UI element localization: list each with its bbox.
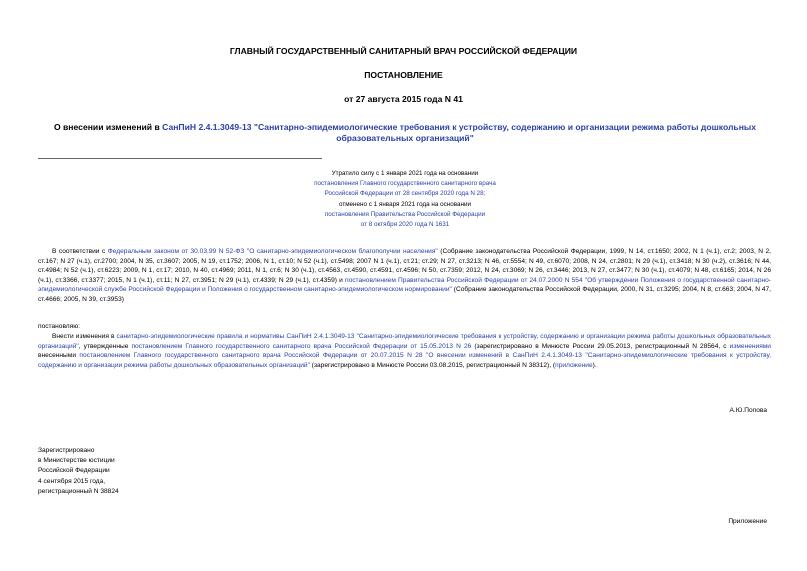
sanpin-rules-link[interactable]: санитарно-эпидемиологические правила и нормативы СанПиН 2.4.1.3049-13 "Санитарно-эпидемиологические требования к устройству, содержанию и организации режима работы дошкольных образовательных организаций"	[38, 333, 771, 350]
issuing-authority: ГЛАВНЫЙ ГОСУДАРСТВЕННЫЙ САНИТАРНЫЙ ВРАЧ РОССИЙСКОЙ ФЕДЕРАЦИИ	[229, 46, 578, 56]
expiry-note	[300, 169, 510, 230]
title-sanpin-link[interactable]: СанПиН 2.4.1.3049-13 "Санитарно-эпидемиологические требования к устройству, содержанию и организации режима работы дошкольных образовательных организаций"	[162, 122, 757, 143]
resolution-text-b: , утвержденные	[78, 342, 132, 350]
resolution-paragraph	[38, 332, 771, 370]
document-type: ПОСТАНОВЛЕНИЕ	[364, 70, 443, 80]
preamble-text-a: В соответствии с	[52, 248, 108, 255]
expiry-line-4: отменено с 1 января 2021 года на основании	[338, 200, 472, 208]
decree-2013-link[interactable]: постановлением Главного государственного санитарного врача Российской Федерации от 15.05.2013 N 26	[131, 342, 472, 350]
expiry-link-4[interactable]: от 8 октября 2020 года N 1631	[360, 221, 450, 229]
resolution-text-c: (зарегистрировано в Минюсте России 29.05.2013, регистрационный N 28564, с	[471, 342, 730, 350]
appendix-label: Приложение	[728, 518, 767, 525]
appendix-link[interactable]: приложение	[555, 361, 593, 369]
registration-line-2: в Министерстве юстиции	[38, 457, 115, 465]
registration-line-1: Зарегистрировано	[38, 447, 95, 454]
preamble-text-b: (Собрание законодательства Российской Федерации, 1999, N 14, ст.1650; 2002, N 1 (ч.1), ст.2; 2003, N 2, ст.167; N 27 (ч.1), ст.2700; 2004, N 35, ст.3607; 2005, N 19, ст.1752; 2006, N 1, ст.10; N 52 (ч.1), ст.5498; 2007 N 1 (ч.1), ст.21; ст.29; N 27, ст.3213; N 46, ст.5554; N 49, ст.6070; 2008, N 24, ст.2801; N 29 (ч.1), ст.3418; N 30 (ч.2), ст.3616; N 44, ст.4984; N 52 (ч.1), ст.6223; 2009, N 1, ст.17; 2010, N 40, ст.4969; 2011, N 1, ст.6; N 30 (ч.1), ст.4563, ст.4590, ст.4591, ст.4596; N 50, ст.7359; 2012, N 24, ст.3069; N 26, ст.3446; 2013, N 27, ст.3477; N 30 (ч.1), ст.4079; N 48, ст.6165; 2014, N 26 (ч.1), ст.3366, ст.3377; 2015, N 1 (ч.1), ст.11; N 27, ст.3951; N 29 (ч.1), ст.4339; N 29 (ч.1), ст.4359) и	[38, 248, 772, 284]
resolution-text-e: (зарегистрировано в Минюсте России 03.08.2015, регистрационный N 38312), (	[309, 361, 556, 369]
expiry-line-1: Утратило силу с 1 января 2021 года на основании	[331, 170, 479, 177]
expiry-link-3[interactable]: постановления Правительства Российской Федерации	[324, 210, 486, 218]
preamble-paragraph	[38, 247, 771, 305]
registration-line-4: 4 сентября 2015 года,	[38, 477, 106, 485]
postanovlyayu-label: постановляю:	[38, 323, 81, 330]
federal-law-link[interactable]: Федеральным законом от 30.03.99 N 52-ФЗ "О санитарно-эпидемиологическом благополучии населения"	[107, 248, 438, 255]
preamble-text-c: (Собрание законодательства Российской Федерации, 2000, N 31, ст.3295; 2004, N 8, ст.663; 2004, N 47, ст.4666; 2005, N 39, ст.3953)	[38, 286, 771, 303]
title-prefix: О внесении изменений в	[53, 122, 163, 132]
registration-line-3: Российской Федерации	[38, 467, 110, 475]
document-date-number: от 27 августа 2015 года N 41	[344, 94, 463, 104]
resolution-text-d: внесенными	[38, 352, 80, 360]
resolution-text-a: Внести изменения в	[52, 333, 117, 340]
decree-2015-link[interactable]: постановлением Главного государственного санитарного врача Российской Федерации от 20.07.2015 N 28 "О внесении изменений в СанПиН 2.4.1.3049-13 "Санитарно-эпидемиологические требования к устройству, содержанию и организации режима работы дошкольных образовательных организаций"	[38, 352, 771, 369]
expiry-link-1[interactable]: постановления Главного государственного санитарного врача	[314, 180, 496, 188]
amendments-link[interactable]: изменениями	[729, 342, 771, 350]
expiry-link-2[interactable]: Российской Федерации от 28 сентября 2020 года N 28;	[324, 190, 486, 198]
resolution-text-f: ).	[592, 361, 597, 369]
signatory-name: А.Ю.Попова	[729, 407, 767, 414]
title-divider	[38, 158, 322, 159]
registration-line-5: регистрационный N 38824	[38, 487, 119, 495]
government-decree-link[interactable]: постановлением Правительства Российской Федерации от 24.07.2000 N 554 "Об утверждении Положения о государственной санитарно-эпидемиологической службе Российской Федерации и Положения о государственном санитарно-эпидемиологическом нормировании"	[38, 276, 771, 294]
document-title	[40, 122, 770, 144]
registration-block	[38, 446, 119, 497]
